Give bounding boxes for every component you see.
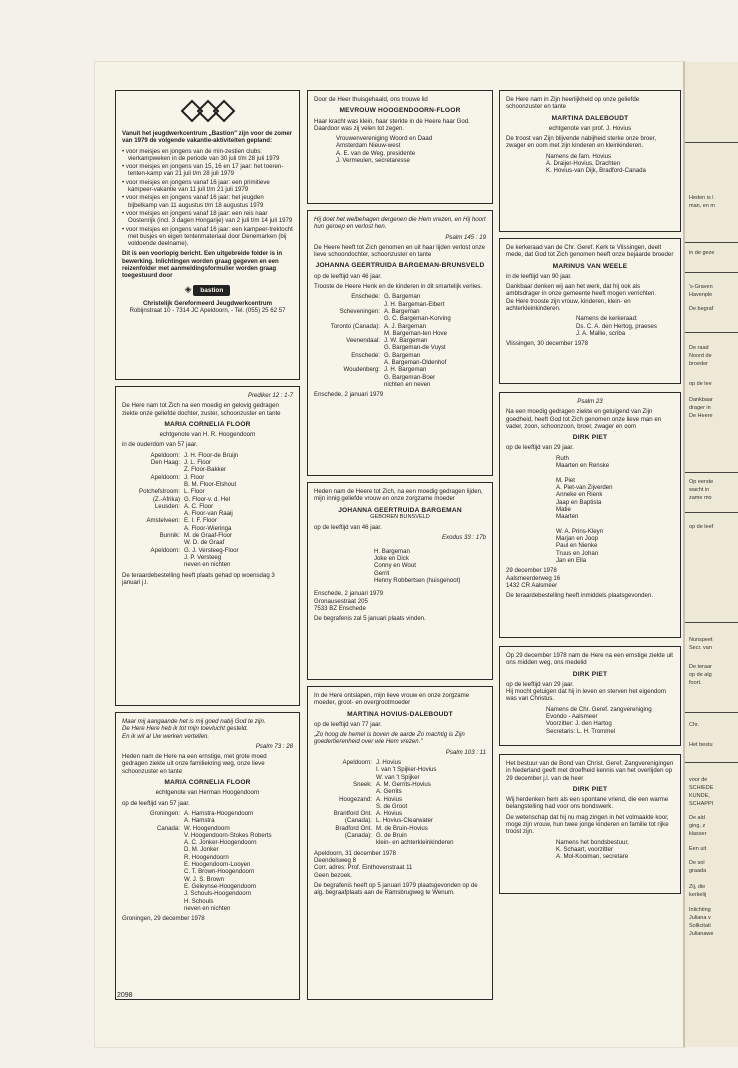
relative-name: neven en nichten xyxy=(184,561,231,569)
list-item: • voor meisjes en jongens van de min-zestien clubs: vierkampweken in de periode van 30 juli t/m 28 juli 1979 xyxy=(122,147,280,162)
relative-name: B. M. Floor-Elshout xyxy=(184,480,237,488)
relative-name: A. M. Gerrits-Hovius xyxy=(376,780,431,788)
relative-place: Scheveningen: xyxy=(339,307,380,315)
relative-name: A. Hovius xyxy=(376,810,403,818)
fragment-text: Heden is l xyxy=(689,195,714,201)
relative-name: J. W. Bargeman xyxy=(384,337,428,345)
relative-name: A. C. Floor xyxy=(184,502,214,510)
relative-name: V. Hoogendoorn-Stokes Roberts xyxy=(184,831,272,839)
relative-place xyxy=(122,481,180,488)
relative-name: J. Hovius xyxy=(376,759,402,767)
relative-place: Potchefstroom: xyxy=(139,488,180,496)
relative-name: G. C. Bargeman-Korving xyxy=(384,315,451,323)
ad-text: De troost van Zijn blijvende nabijheid sterke onze broer, zwager en oom met zijn kinderen en kleinkinderen. xyxy=(506,135,657,150)
text-line: Deendelsweg 8 xyxy=(314,856,357,864)
relatives-list xyxy=(314,759,486,847)
relative-place xyxy=(122,861,180,868)
relative-place xyxy=(122,883,180,890)
fragment-text: op de lee xyxy=(689,381,712,387)
relative-place: (Z.-Afrika) xyxy=(152,495,180,503)
spouse-line: echtgenote van prof. J. Hovius xyxy=(548,124,632,132)
activities-list xyxy=(122,148,293,248)
list-item: • voor meisjes en jongens van 15, 16 en 17 jaar: het toeren-tenten-kamp van 21 juli t/m 28 juli 1979 xyxy=(122,163,284,178)
relative-place: Enschede: xyxy=(351,293,380,301)
relative-name: A. Hovius xyxy=(376,795,403,803)
relative-name: H. Schouls xyxy=(184,897,214,905)
relative-place: Woudenberg: xyxy=(343,366,380,374)
deceased-name: MARINUS VAN WEELE xyxy=(552,262,628,270)
verse-ref: Psalm 73 : 28 xyxy=(255,742,293,750)
fragment-text: voor de xyxy=(689,777,708,783)
relative-place: (Canada): xyxy=(344,817,372,825)
funeral-note: De teraardebestelling heeft plaats gehad op woensdag 3 januari j.l. xyxy=(122,571,275,586)
relative-place: Veenendaal: xyxy=(346,337,380,345)
relative-name: nichten en neven xyxy=(384,380,431,388)
relative-place xyxy=(122,539,180,546)
ad-intro: Op 29 december 1978 nam de Here na een ernstige ziekte uit ons midden weg, ons medelid xyxy=(506,652,674,667)
ad-johanna-bargeman-2 xyxy=(307,482,493,680)
relative-place: Den Haag: xyxy=(150,459,180,467)
address-block xyxy=(506,567,674,589)
text-line: Maarten xyxy=(556,513,579,521)
fragment-text: Julianawe xyxy=(689,931,714,937)
list-item: • voor meisjes en jongens vanaf 16 jaar: een primitieve kampeer-vakantie van 11 juli t/m 21 juli 1979 xyxy=(122,178,270,194)
fragment-text: in de geze xyxy=(689,250,715,256)
relative-place: Groningen: xyxy=(149,809,180,817)
relative-place: Apeldoorn: xyxy=(150,451,180,459)
fragment-text: Dankbaar xyxy=(689,397,713,403)
ad-text: Haar kracht was klein, haar sterkte in de Heere haar God. Daardoor was zij velen tot zegen. xyxy=(314,117,470,132)
text-line: Marjan en Joop xyxy=(556,535,599,543)
relative-place: Toronto (Canada): xyxy=(330,322,380,330)
spouse-line: echtgenote van Herman Hoogendoorn xyxy=(155,789,260,797)
ad-intro: De Here nam tot Zich na een moedig en gelovig gedragen ziekte onze geliefde dochter, zuster, schoonzuster en tante xyxy=(122,402,281,417)
age-line: op de leeftijd van 46 jaar. xyxy=(314,524,382,532)
relative-place: Hoogezand: xyxy=(339,795,372,803)
text-line: A. Piet-van Zijverden xyxy=(556,483,613,491)
fragment-text: broeder xyxy=(689,361,708,367)
relative-place: Enschede: xyxy=(351,351,380,359)
fragment-text: Secr. van xyxy=(689,645,712,651)
fragment-text: man, en m xyxy=(689,203,715,209)
relative-name: A. Hamstra xyxy=(184,817,215,825)
text-line: 1432 CR Aalsmeer xyxy=(506,581,558,589)
age-line: op de leeftijd van 29 jaar. xyxy=(506,444,574,452)
deceased-name: JOHANNA GEERTRUIDA BARGEMAN xyxy=(338,506,462,514)
relative-name: A. Gerrits xyxy=(376,788,402,796)
relative-name: A. Hamstra-Hoogendoorn xyxy=(184,809,254,817)
relative-place xyxy=(122,876,180,883)
ad-dirk-piet-2 xyxy=(499,646,681,746)
address-block xyxy=(314,590,486,612)
text-line: Henny Robbertsen (huisgenoot) xyxy=(374,576,461,584)
fragment-text: kerkelij xyxy=(689,892,707,898)
relative-name: J. Floor xyxy=(184,473,205,481)
relative-name: S. de Groot xyxy=(376,802,408,810)
ad-intro: De Here nam in Zijn heerlijkheid op onze geliefde schoonzuster en tante xyxy=(506,96,640,111)
ad-intro: Vanuit het jeugdwerkcentrum „Bastion" zijn voor de zomer van 1979 de volgende vakantie-aktiviteiten gepland: xyxy=(122,130,293,145)
bastion-wordmark: ◈ bastion xyxy=(122,285,293,296)
ad-intro: Door de Heer thuisgehaald, ons trouwe lid xyxy=(314,96,428,103)
fragment-text: op de alg xyxy=(689,672,712,678)
divider xyxy=(685,142,738,143)
relative-name: A. Floor-Wieringa xyxy=(184,524,232,532)
text-line: Jaap en Baptista xyxy=(556,498,602,506)
relative-name: J. H. Bargeman xyxy=(384,366,427,374)
relative-place: Apeldoorn: xyxy=(150,546,180,554)
family-names xyxy=(314,548,486,584)
ad-maria-floor-1 xyxy=(115,386,300,706)
deceased-name: MARIA CORNELIA FLOOR xyxy=(164,420,251,428)
relative-name: L. Hovius-Clearwater xyxy=(376,817,433,825)
text-line: Anneke en Rienk xyxy=(556,491,603,499)
fragment-text: De teraar xyxy=(689,664,712,670)
relative-name: E. I. F. Floor xyxy=(184,517,217,525)
relative-name: klein- en achterkleinkinderen xyxy=(376,839,454,847)
signers: Vrouwenvereniging Woord en Daad Amsterdam Nieuw-west A. E. van de Weg, presidente J. Vermeulen, secretaresse xyxy=(336,135,433,165)
relative-place xyxy=(122,846,180,853)
bastion-logo xyxy=(122,98,293,124)
relative-name: C. T. Brown-Hoogendoorn xyxy=(184,868,255,876)
page-number: 2098 xyxy=(117,992,133,999)
ad-johanna-bargeman-1 xyxy=(307,210,493,476)
ad-mevrouw-hoogendoorn xyxy=(307,90,493,204)
relative-name: A. J. Bargeman xyxy=(384,322,426,330)
relative-place xyxy=(122,868,180,875)
deceased-name: MARIA CORNELIA FLOOR xyxy=(164,779,251,787)
fragment-text: 's-Graven xyxy=(689,284,713,290)
fragment-text: De begraf xyxy=(689,306,714,312)
ad-dirk-piet-3 xyxy=(499,754,681,894)
relative-place xyxy=(122,817,180,824)
deceased-name: DIRK PIET xyxy=(572,434,608,442)
relative-name: G. Bargeman-de Vuyst xyxy=(384,344,446,352)
ad-martina-hovius xyxy=(307,686,493,1000)
relative-place xyxy=(122,525,180,532)
ad-intro: Heden nam de Heere tot Zich, na een moedig gedragen lijden, mijn innig geliefde vrouw en onze zorgzame moeder xyxy=(314,488,483,503)
relative-name: G. Floor-v. d. Hel xyxy=(184,495,230,503)
text-line: Gerrit xyxy=(374,569,390,577)
deceased-name: MARTINA DALEBOUDT xyxy=(551,114,629,122)
adjacent-page-edge xyxy=(683,62,738,1047)
signers: Namens de Chr. Geref. zangvereniging Evondo - Aalsmeer Voorzitter: J. den Hartog Secretaris: L. H. Trommel xyxy=(546,705,652,735)
relative-place: Apeldoorn: xyxy=(150,473,180,481)
relative-name: E. Hoogendoorn-Looyen xyxy=(184,861,251,869)
relative-name: J. H. Floor-de Bruijn xyxy=(184,451,239,459)
funeral-note: De begrafenis zal 5 januari plaats vinden. xyxy=(314,615,426,623)
list-item: • voor meisjes en jongens vanaf 16 jaar: het jeugden bijbelkamp van 11 augustus t/m 18 augustus 1979 xyxy=(122,194,264,209)
relative-place xyxy=(314,330,380,337)
relative-name: G. Bargeman xyxy=(384,293,421,301)
relative-place: (Canada): xyxy=(344,832,372,840)
fragment-text: De ald xyxy=(689,815,705,821)
ad-intro: Na een moedig gedragen ziekte en getuigend van Zijn goedheid, heeft God tot Zich genomen onze lieve man en vader, zoon, schoonzoon, broer, zwager en oom xyxy=(506,408,662,430)
relative-name: W. D. de Graaf xyxy=(184,539,225,547)
ad-text: Dankbaar denken wij aan het werk, dat hij ook als ambtsdrager in onze gemeente heeft mogen verrichten. De Here trooste zijn vrouw, kinderen, klein- en achterkleinkinderen. xyxy=(506,283,657,313)
relative-name: M. de Graaf-Floor xyxy=(184,532,233,540)
age-line: op de leeftijd van 77 jaar. xyxy=(314,720,382,728)
relative-place: Amstelveen: xyxy=(146,517,180,525)
ad-intro: Het bestuur van de Bond van Christ. Geref. Zangverenigingen in Nederland geeft met droefheid kennis van het overlijden op 29 december j.l. van de heer xyxy=(506,760,674,782)
text-line: 29 december 1978 xyxy=(506,567,557,575)
relative-place xyxy=(122,554,180,561)
relative-place xyxy=(314,774,372,781)
text-line xyxy=(556,469,674,476)
fragment-text: De Heere xyxy=(689,413,713,419)
divider xyxy=(685,472,738,473)
relative-place xyxy=(314,803,372,810)
relative-name: G. Bargeman-Boer xyxy=(384,373,436,381)
text-line: M. Piet xyxy=(556,476,575,484)
fragment-text: zame mo xyxy=(689,495,712,501)
text-line: Paul en Nienke xyxy=(556,542,598,550)
relative-place: Bradford Ont. xyxy=(335,824,372,832)
relative-place xyxy=(314,839,372,846)
fragment-text: Op eerste xyxy=(689,479,714,485)
relative-place xyxy=(122,466,180,473)
newspaper-page xyxy=(95,62,685,1047)
relative-name: J. P. Versteeg xyxy=(184,553,222,561)
verse-ref: Prediker 12 : 1-7 xyxy=(247,392,293,399)
fragment-text: SCHIEDE xyxy=(689,785,714,791)
ad-maria-floor-2 xyxy=(115,712,300,1000)
ad-dirk-piet-1 xyxy=(499,392,681,638)
list-item: • voor meisjes en jongens vanaf 18 jaar: een reis naar Oostenrijk (incl. 3 dagen Hongarije) van 2 juli t/m 14 juli 1979 xyxy=(122,209,293,225)
fragment-text: Havenple xyxy=(689,292,713,298)
fragment-text: foort. xyxy=(689,680,702,686)
born-line: GEBOREN BUNSVELD xyxy=(370,513,430,520)
verse-text: „Zo hoog de hemel is boven de aarde Zo machtig is Zijn goedertierenheid over wie Hem vrezen." xyxy=(314,731,465,746)
relative-name: A. Bargeman xyxy=(384,307,420,315)
text-line: Corr. adres: Prof. Einthovenstraat 11 xyxy=(314,864,413,872)
ad-bastion xyxy=(115,90,300,380)
relative-place xyxy=(314,301,380,308)
relative-place xyxy=(122,905,180,912)
verse-ref: Psalm 23 xyxy=(577,398,603,405)
text-line: Truus en Johan xyxy=(556,549,599,557)
ad-text: Hij mocht getuigen dat hij in leven en sterven het eigendom was van Christus. xyxy=(506,688,666,703)
relative-name: E. Geleynse-Hoogendoorn xyxy=(184,882,257,890)
relative-name: G. de Bruin xyxy=(376,832,407,840)
relative-place: Sneek: xyxy=(353,780,372,788)
ad-intro: De kerkeraad van de Chr. Geref. Kerk te Vlissingen, deelt mede, dat God tot Zich genomen heeft onze bejaarde broeder xyxy=(506,244,674,259)
text-line: H. Bargeman xyxy=(374,547,410,555)
age-line: op de leeftijd van 29 jaar. xyxy=(506,680,574,688)
fragment-text: ging, z xyxy=(689,823,706,829)
fragment-text: drager in xyxy=(689,405,711,411)
relative-place: Leusden: xyxy=(154,502,180,510)
list-item: • voor meisjes en jongens vanaf 16 jaar: een kampeer-trektocht met busjes en eigen tentenmateriaal door Denemarken (bij voldoende deelname). xyxy=(122,225,293,248)
relative-name: J. Schouls-Hoogendoorn xyxy=(184,890,252,898)
relative-name: W. J. S. Brown xyxy=(184,875,224,883)
text-line: 7533 BZ Enschede xyxy=(314,604,366,612)
relatives-list xyxy=(122,452,293,569)
place-date: Enschede, 2 januari 1979 xyxy=(314,391,384,399)
divider xyxy=(685,512,738,513)
relative-name: neven en nichten xyxy=(184,904,231,912)
relative-place: Canada: xyxy=(156,824,180,832)
relative-name: R. Hoogendoorn xyxy=(184,853,229,861)
fragment-text: De raad xyxy=(689,345,709,351)
funeral-note: De teraardebestelling heeft inmiddels plaatsgevonden. xyxy=(506,592,654,600)
ad-text: De wetenschap dat hij nu mag zingen in het volmaakte koor, moge zijn vrouw, hun twee jonge kinderen en familie tot rijke troost zijn. xyxy=(506,813,669,836)
relative-name: M. Bargeman-ten Hove xyxy=(384,329,447,337)
family-names xyxy=(506,455,674,564)
verse-ref: Exodus 33 : 17b xyxy=(441,534,486,542)
text-line: Jan en Ella xyxy=(556,556,587,564)
verse-text: Maar mij aangaande het is mij goed nabij God te zijn. De Here Here heb ik tot mijn toevlucht gesteld. En ik wil al Uw werken vertellen. xyxy=(122,718,266,740)
fragment-text: Juliana v xyxy=(689,915,711,921)
relative-place xyxy=(314,315,380,322)
relative-name: D. M. Jonker xyxy=(184,846,219,854)
relative-name: G. J. Versteeg-Floor xyxy=(184,546,239,554)
divider xyxy=(685,622,738,623)
text-line: Joke en Dick xyxy=(374,555,409,563)
relative-name: J. H. Bargeman-Elbert xyxy=(384,300,445,308)
fragment-text: Het bestu xyxy=(689,742,713,748)
text-line: Gronausestraat 205 xyxy=(314,597,368,605)
relative-name: J. L. Floor xyxy=(184,459,212,467)
ad-closing: Dit is een voorlopig bericht. Een uitgebreide folder is in bewerking. Inlichtingen worden graag gegeven en een reizenfolder met aanmeldingsformulier worden graag toegestuurd door xyxy=(122,250,283,280)
relative-place: Apeldoorn: xyxy=(342,759,372,767)
org-address: Robijnstraat 10 - 7314 JC Apeldoorn, - Tel. (055) 25 62 57 xyxy=(129,307,286,315)
relative-place xyxy=(314,766,372,773)
relative-name: W. Hoogendoorn xyxy=(184,824,230,832)
ad-martina-daleboudt xyxy=(499,90,681,232)
fragment-text: graada xyxy=(689,868,707,874)
text-line: Conny en Wout xyxy=(374,562,416,570)
fragment-text: Sollicitati xyxy=(689,923,711,929)
relative-place xyxy=(122,839,180,846)
age-line: in de leeftijd van 90 jaar. xyxy=(506,272,572,280)
fragment-text: Nunspeet xyxy=(689,637,713,643)
fragment-text: De sol xyxy=(689,860,705,866)
divider xyxy=(685,332,738,333)
relative-place xyxy=(314,374,380,381)
text-line: Maarten en Renske xyxy=(556,462,610,470)
relatives-list xyxy=(314,293,486,388)
relative-name: G. Bargeman xyxy=(384,351,421,359)
deceased-name: DIRK PIET xyxy=(572,670,608,678)
relative-name: Z. Floor-Bakker xyxy=(184,466,226,474)
relative-place: Brantford Ont. xyxy=(333,810,372,818)
text-line xyxy=(556,520,674,527)
fragment-text: wacht in xyxy=(689,487,710,493)
verse-ref: Psalm 103 : 11 xyxy=(445,748,486,756)
relative-name: A. Bargeman-Oldenhof xyxy=(384,359,447,367)
deceased-name: MEVROUW HOOGENDOORN-FLOOR xyxy=(339,107,461,115)
deceased-name: DIRK PIET xyxy=(572,785,608,793)
fragment-text: op de leef xyxy=(689,524,714,530)
relative-place xyxy=(122,854,180,861)
divider xyxy=(685,242,738,243)
relatives-list xyxy=(122,810,293,912)
relative-name: L. Floor xyxy=(184,488,205,496)
ad-intro: Heden nam de Here na een ernstige, met grote moed gedragen ziekte uit onze familiekring weg, onze lieve schoonzuster en tante xyxy=(122,753,267,775)
address-block xyxy=(314,850,486,879)
verse-ref: Psalm 145 : 19 xyxy=(445,233,486,241)
relative-name: I. van 't Spijker-Hovius xyxy=(376,766,437,774)
relative-name: A. C. Jonker-Hoogendoorn xyxy=(184,839,257,847)
fragment-text: Inlichting xyxy=(689,907,711,913)
relative-place xyxy=(314,359,380,366)
fragment-text: Noord de xyxy=(689,353,712,359)
signers: Namens de kerkeraad: Ds. C. A. den Hertog, praeses J. A. Mallie, scriba xyxy=(576,315,657,337)
ad-intro: In de Here ontslapen, mijn lieve vrouw en onze zorgzame moeder, groot- en overgrootmoeder xyxy=(314,692,470,707)
fragment-text: KUNDE, xyxy=(689,793,710,799)
relative-place xyxy=(314,381,380,388)
ad-text: Trooste de Heere Henk en de kinderen in dit smartelijk verlies. xyxy=(314,283,483,291)
relative-place xyxy=(122,898,180,905)
deceased-name: MARTINA HOVIUS-DALEBOUDT xyxy=(347,710,453,718)
text-line: Geen bezoek. xyxy=(314,871,352,879)
spouse-line: echtgenote van H. R. Hoogendoorn xyxy=(159,431,256,439)
fragment-text: Een uit xyxy=(689,846,707,852)
signers: Namens het bondsbestuur, K. Schaart, voorzitter A. Mol-Kooiman, secretare xyxy=(556,838,629,861)
age-line: op de leeftijd van 57 jaar. xyxy=(122,799,190,807)
relative-name: W. van 't Spijker xyxy=(376,773,420,781)
fragment-text: Zij, die xyxy=(689,884,706,890)
age-line: op de leeftijd van 46 jaar. xyxy=(314,272,382,280)
fragment-text: klasser xyxy=(689,831,707,837)
divider xyxy=(685,712,738,713)
relative-name: M. de Bruin-Hovius xyxy=(376,824,428,832)
relative-place xyxy=(122,561,180,568)
divider xyxy=(685,762,738,763)
text-line: W. A. Prins-Kleyn xyxy=(556,527,604,535)
verse-text: Hij doet het welbehagen dergenen die Hem vrezen, en Hij hoort hun geroep en verlost hen. xyxy=(314,216,486,231)
text-line: Matie xyxy=(556,505,571,513)
text-line: Apeldoorn, 31 december 1978 xyxy=(314,849,396,857)
fragment-text: Chr. xyxy=(689,722,700,728)
age-line: in de ouderdom van 57 jaar. xyxy=(122,441,198,449)
fragment-text: SCHAPPI xyxy=(689,801,714,807)
relative-place xyxy=(122,510,180,517)
place-date: Groningen, 29 december 1978 xyxy=(122,915,205,923)
relative-place xyxy=(314,788,372,795)
deceased-name: JOHANNA GEERTRUIDA BARGEMAN-BRUNSVELD xyxy=(315,262,485,270)
relative-place xyxy=(122,832,180,839)
ad-marinus-van-weele xyxy=(499,238,681,384)
ad-text: Wij herdenken hem als een spontane vriend, die een warme belangstelling had voor ons bondswerk. xyxy=(506,796,669,811)
relative-place: Bunnik: xyxy=(159,532,180,540)
signers: Namens de fam. Hovius A. Draijer-Hovius, Drachten K. Hovius-van Dijk, Bradford-Canada xyxy=(546,152,646,175)
text-line: Ruth xyxy=(556,454,569,462)
text-line: Enschede, 2 januari 1979 xyxy=(314,590,384,598)
text-line: Aalsmeerderweg 16 xyxy=(506,574,561,582)
place-date: Vlissingen, 30 december 1978 xyxy=(506,340,588,348)
org-name: Christelijk Gereformeerd Jeugdwerkcentrum xyxy=(142,299,273,307)
divider xyxy=(685,272,738,273)
relative-place xyxy=(314,344,380,351)
relative-name: A. Floor-van Raaij xyxy=(184,510,233,518)
relative-place xyxy=(122,890,180,897)
ad-intro: De Heere heeft tot Zich genomen en uit haar lijden verlost onze lieve schoondochter, schoonzuster en tante xyxy=(314,243,486,259)
funeral-note: De begrafenis heeft op 5 januari 1979 plaatsgevonden op de alg. begraafplaats aan de Ramsbrugweg te Wenum. xyxy=(314,881,478,897)
